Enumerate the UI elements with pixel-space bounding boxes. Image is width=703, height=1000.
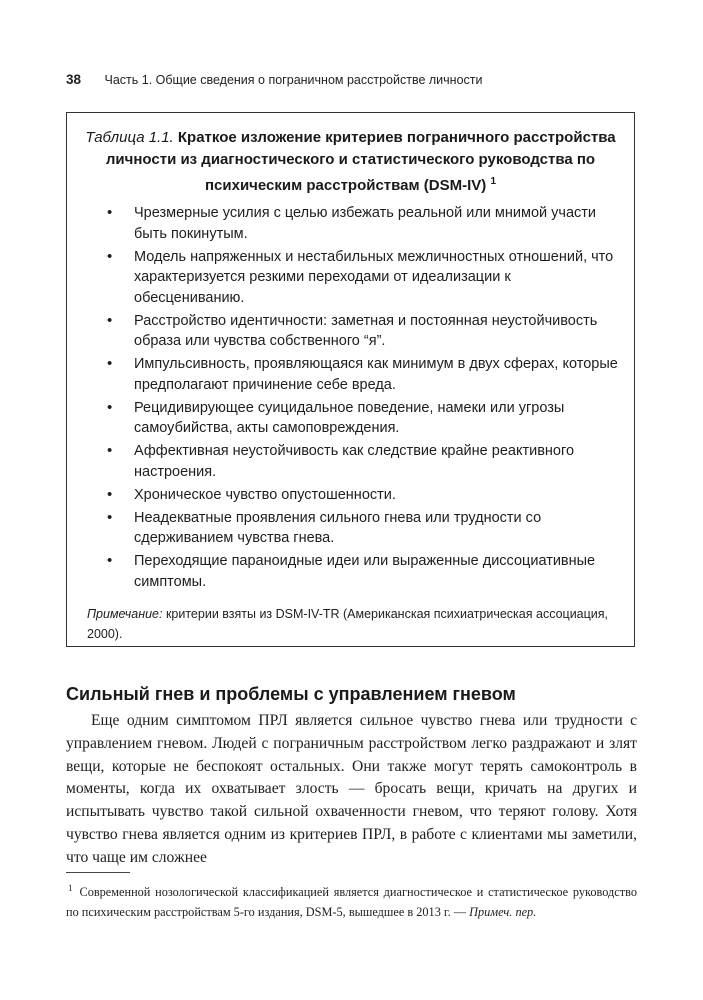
criteria-item: • Расстройство идентичности: заметная и постоянная неустойчивость образа или чувства собственного “я”. <box>67 311 618 352</box>
section-title: Сильный гнев и проблемы с управлением гневом <box>66 684 516 704</box>
footnote-text: Современной нозологической классификацией является диагностическое и статистическое руководство по психическим расстройствам 5-го издания, DSM-5, вышедшее в 2013 г. — <box>66 885 637 919</box>
footnote-rule <box>66 872 130 873</box>
criteria-item: • Модель напряженных и нестабильных межличностных отношений, что характеризуется резкими переходами от идеализации к обесцениванию. <box>67 247 618 309</box>
table-caption <box>83 127 618 197</box>
running-header <box>66 72 637 87</box>
footnote-tail: Примеч. пер. <box>469 904 537 919</box>
running-title: Часть 1. Общие сведения о пограничном расстройстве личности <box>104 73 483 87</box>
footnote <box>66 879 637 922</box>
criteria-item: • Аффективная неустойчивость как следствие крайне реактивного настроения. <box>67 441 618 482</box>
criteria-item: • Переходящие параноидные идеи или выраженные диссоциативные симптомы. <box>67 551 618 592</box>
criteria-item: • Хроническое чувство опустошенности. <box>67 485 618 506</box>
footnote-mark: 1 <box>68 883 73 893</box>
table-note-label: Примечание: <box>87 607 163 621</box>
table-caption-footnote-mark: 1 <box>490 176 496 187</box>
criteria-item: • Чрезмерные усилия с целью избежать реальной или мнимой участи быть покинутым. <box>67 203 618 244</box>
criteria-item: • Неадекватные проявления сильного гнева или трудности со сдерживанием чувства гнева. <box>67 508 618 549</box>
table-note-text: критерии взяты из DSM-IV-TR (Американская психиатрическая ассоциация, 2000). <box>87 607 609 641</box>
criteria-table <box>66 112 635 647</box>
criteria-list <box>67 203 618 592</box>
table-note <box>87 604 618 644</box>
criteria-item: • Рецидивирующее суицидальное поведение, намеки или угрозы самоубийства, акты самоповреждения. <box>67 398 618 439</box>
body-paragraph: Еще одним симптомом ПРЛ является сильное чувство гнева или трудности с управлением гневом. Людей с пограничным расстройством легко раздражают и злят вещи, которые не беспокоят остальных. Они также могут терять самоконтроль в моменты, когда их охватывает злость — бросать вещи, кричать на других и испытывать чувство такой сильной охваченности гневом, что теряют голову. Хотя чувство гнева является одним из критериев ПРЛ, в работе с клиентами мы заметили, что чаще им сложнее <box>66 712 637 866</box>
page-number: 38 <box>66 72 82 87</box>
criteria-item: • Импульсивность, проявляющаяся как минимум в двух сферах, которые предполагают причинение себе вреда. <box>67 354 618 395</box>
table-caption-label: Таблица 1.1. <box>85 129 174 146</box>
table-caption-title: Краткое изложение критериев пограничного расстройства личности из диагностического и статистического руководства по психическим расстройствам (DSM-IV) <box>105 129 616 194</box>
